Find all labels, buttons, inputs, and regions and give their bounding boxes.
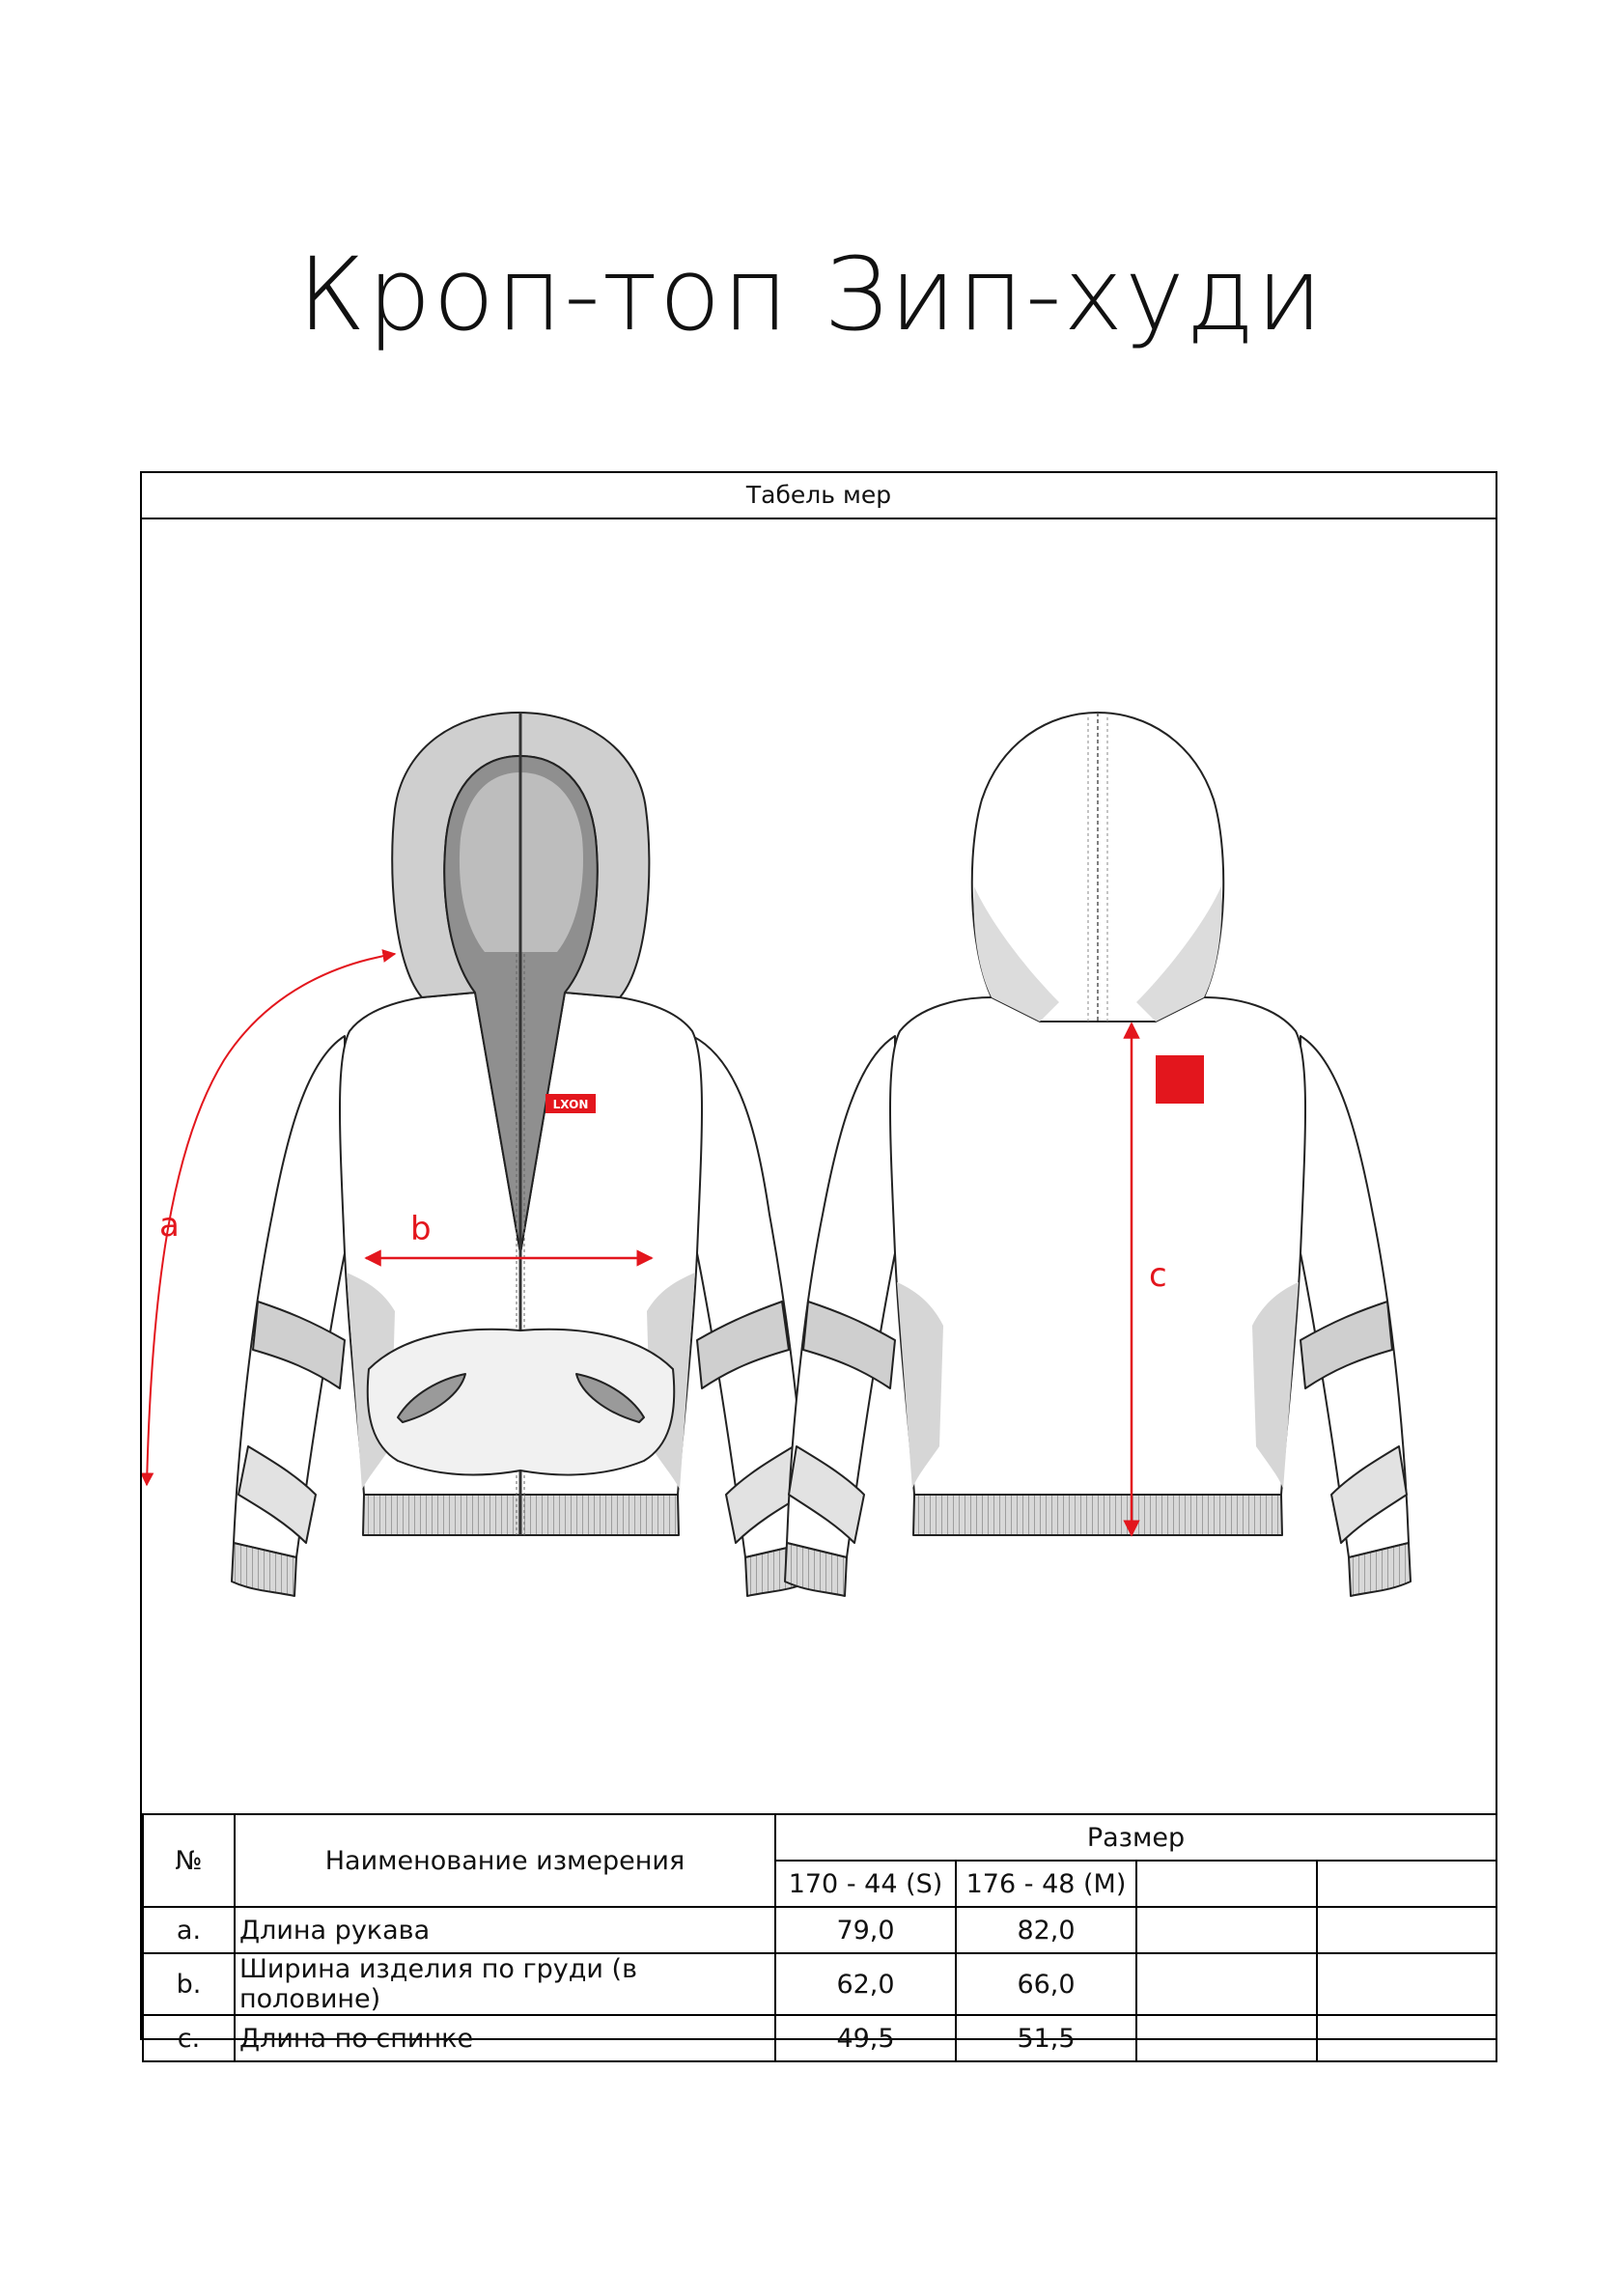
garment-illustration (142, 519, 1496, 1804)
size-header: 176 - 48 (M) (956, 1861, 1136, 1907)
row-name: Ширина изделия по груди (в половине) (235, 1953, 775, 2015)
row-name: Длина рукава (235, 1907, 775, 1953)
row-value: 82,0 (956, 1907, 1136, 1953)
row-value: 62,0 (775, 1953, 956, 2015)
row-value: 66,0 (956, 1953, 1136, 2015)
row-number: a. (143, 1907, 235, 1953)
row-value: 51,5 (956, 2015, 1136, 2061)
col-header-number: № (143, 1814, 235, 1907)
row-name: Длина по спинке (235, 2015, 775, 2061)
marker-c-label: c (1149, 1256, 1167, 1295)
back-label (1156, 1055, 1204, 1104)
col-header-size: Размер (775, 1814, 1496, 1861)
sheet-header: Табель мер (142, 473, 1496, 519)
marker-b-label: b (410, 1210, 432, 1248)
size-header (1136, 1861, 1317, 1907)
row-value: 79,0 (775, 1907, 956, 1953)
back-body (890, 997, 1305, 1495)
row-value (1317, 2015, 1496, 2061)
size-header: 170 - 44 (S) (775, 1861, 956, 1907)
row-number: b. (143, 1953, 235, 2015)
hoodie-drawings (142, 519, 1496, 1804)
hoodie-front (232, 713, 810, 1596)
row-value (1136, 1953, 1317, 2015)
measurement-sheet (140, 471, 1497, 2054)
row-value: 49,5 (775, 2015, 956, 2061)
page-title: Кроп-топ Зип-худи (297, 236, 1325, 353)
hoodie-back (785, 713, 1411, 1596)
row-value (1317, 1953, 1496, 2015)
marker-a-label: a (159, 1206, 180, 1245)
size-header (1317, 1861, 1496, 1907)
row-value (1136, 2015, 1317, 2061)
row-number: c. (143, 2015, 235, 2061)
col-header-name: Наименование измерения (235, 1814, 775, 1907)
table-row (143, 1907, 1496, 1953)
row-value (1136, 1907, 1317, 1953)
row-value (1317, 1907, 1496, 1953)
table-row (143, 1953, 1496, 2015)
brand-patch-label: LXON (552, 1098, 589, 1111)
table-row (143, 2015, 1496, 2061)
size-table (142, 1813, 1497, 2062)
back-waistband (913, 1495, 1282, 1535)
